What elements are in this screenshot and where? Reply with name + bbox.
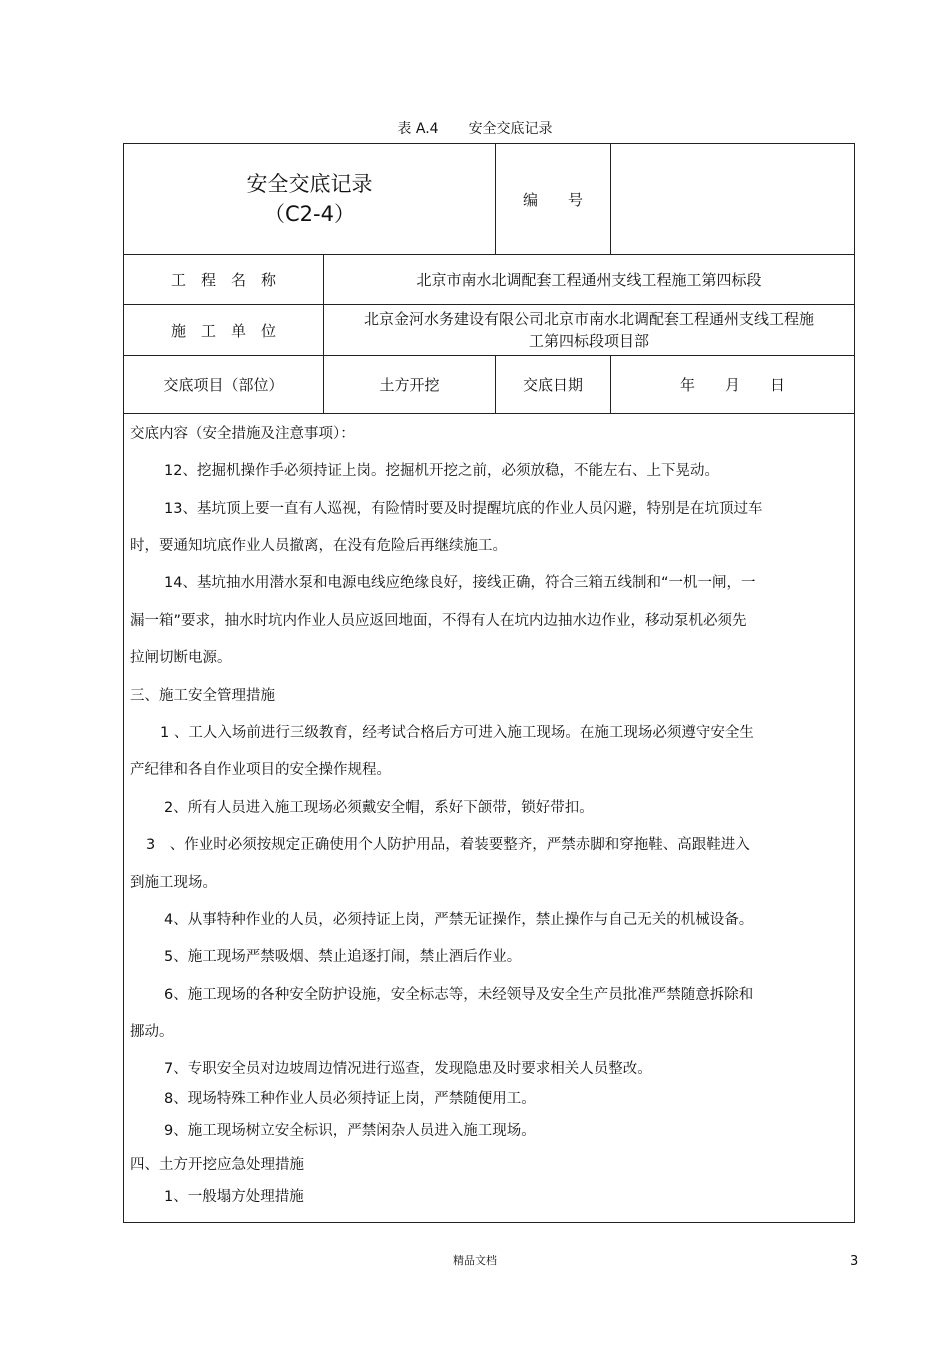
project-name-value: 北京市南水北调配套工程通州支线工程施工第四标段: [324, 255, 855, 305]
form-title: 安全交底记录: [246, 172, 373, 196]
project-name-label: 工 程 名 称: [124, 255, 324, 305]
content-line: 4、从事特种作业的人员，必须持证上岗，严禁无证操作，禁止操作与自己无关的机械设备。: [164, 912, 754, 928]
content-heading: 交底内容（安全措施及注意事项）：: [130, 426, 355, 442]
table-number: 表 A.4: [397, 121, 439, 137]
construction-unit-line2: 工第四标段项目部: [528, 332, 649, 350]
content-line: 到施工现场。: [130, 875, 217, 891]
footer-watermark: 精品文档: [453, 1254, 497, 1267]
page-number: 3: [850, 1254, 859, 1269]
construction-unit-label: 施 工 单 位: [124, 305, 324, 356]
content-line: 漏一箱”要求，抽水时坑内作业人员应返回地面，不得有人在坑内边抽水边作业，移动泵机必须先: [130, 613, 747, 629]
construction-unit-line1: 北京金河水务建设有限公司北京市南水北调配套工程通州支线工程施: [363, 310, 814, 328]
content-line: 时，要通知坑底作业人员撤离，在没有危险后再继续施工。: [130, 538, 507, 554]
section-heading: 四、土方开挖应急处理措施: [130, 1157, 304, 1173]
briefing-date-value[interactable]: 年 月 日: [611, 356, 855, 414]
content-line: 3 、作业时必须按规定正确使用个人防护用品，着装要整齐，严禁赤脚和穿拖鞋、高跟鞋进入: [146, 837, 750, 853]
content-line: 2、所有人员进入施工现场必须戴安全帽，系好下颌带，锁好带扣。: [164, 800, 594, 816]
briefing-content-cell: [124, 414, 855, 1223]
number-label: 编 号: [496, 144, 611, 255]
content-line: 8、现场特殊工种作业人员必须持证上岗，严禁随便用工。: [164, 1091, 536, 1107]
section-heading: 三、施工安全管理措施: [130, 688, 275, 704]
table-title: 安全交底记录: [468, 121, 553, 137]
content-line: 14、基坑抽水用潜水泵和电源电线应绝缘良好，接线正确，符合三箱五线制和“一机一闸，一: [164, 575, 756, 591]
content-line: 7、专职安全员对边坡周边情况进行巡查，发现隐患及时要求相关人员整改。: [164, 1061, 652, 1077]
content-line: 12、挖掘机操作手必须持证上岗。挖掘机开挖之前，必须放稳，不能左右、上下晃动。: [164, 463, 719, 479]
form-title-cell: [124, 144, 496, 255]
content-line: 13、基坑顶上要一直有人巡视，有险情时要及时提醒坑底的作业人员闪避，特别是在坑顶过车: [164, 501, 763, 517]
briefing-content: [124, 414, 854, 1222]
content-line: 6、施工现场的各种安全防护设施，安全标志等，未经领导及安全生产员批准严禁随意拆除和: [164, 987, 754, 1003]
content-line: 挪动。: [130, 1024, 174, 1040]
table-caption: [0, 118, 950, 138]
construction-unit-value: [324, 305, 855, 356]
content-line: 5、施工现场严禁吸烟、禁止追逐打闹，禁止酒后作业。: [164, 949, 522, 965]
briefing-item-value: 土方开挖: [324, 356, 496, 414]
content-line: 拉闸切断电源。: [130, 650, 232, 666]
briefing-date-label: 交底日期: [496, 356, 611, 414]
content-line: 1、一般塌方处理措施: [164, 1189, 304, 1205]
content-line: 产纪律和各自作业项目的安全操作规程。: [130, 762, 391, 778]
content-line: 9、施工现场树立安全标识，严禁闲杂人员进入施工现场。: [164, 1123, 536, 1139]
safety-briefing-form: [123, 143, 855, 1223]
briefing-item-label: 交底项目（部位）: [124, 356, 324, 414]
number-value[interactable]: [611, 144, 855, 255]
content-line: 1 、工人入场前进行三级教育，经考试合格后方可进入施工现场。在施工现场必须遵守安全生: [160, 725, 754, 741]
form-code: （C2-4）: [264, 202, 355, 226]
